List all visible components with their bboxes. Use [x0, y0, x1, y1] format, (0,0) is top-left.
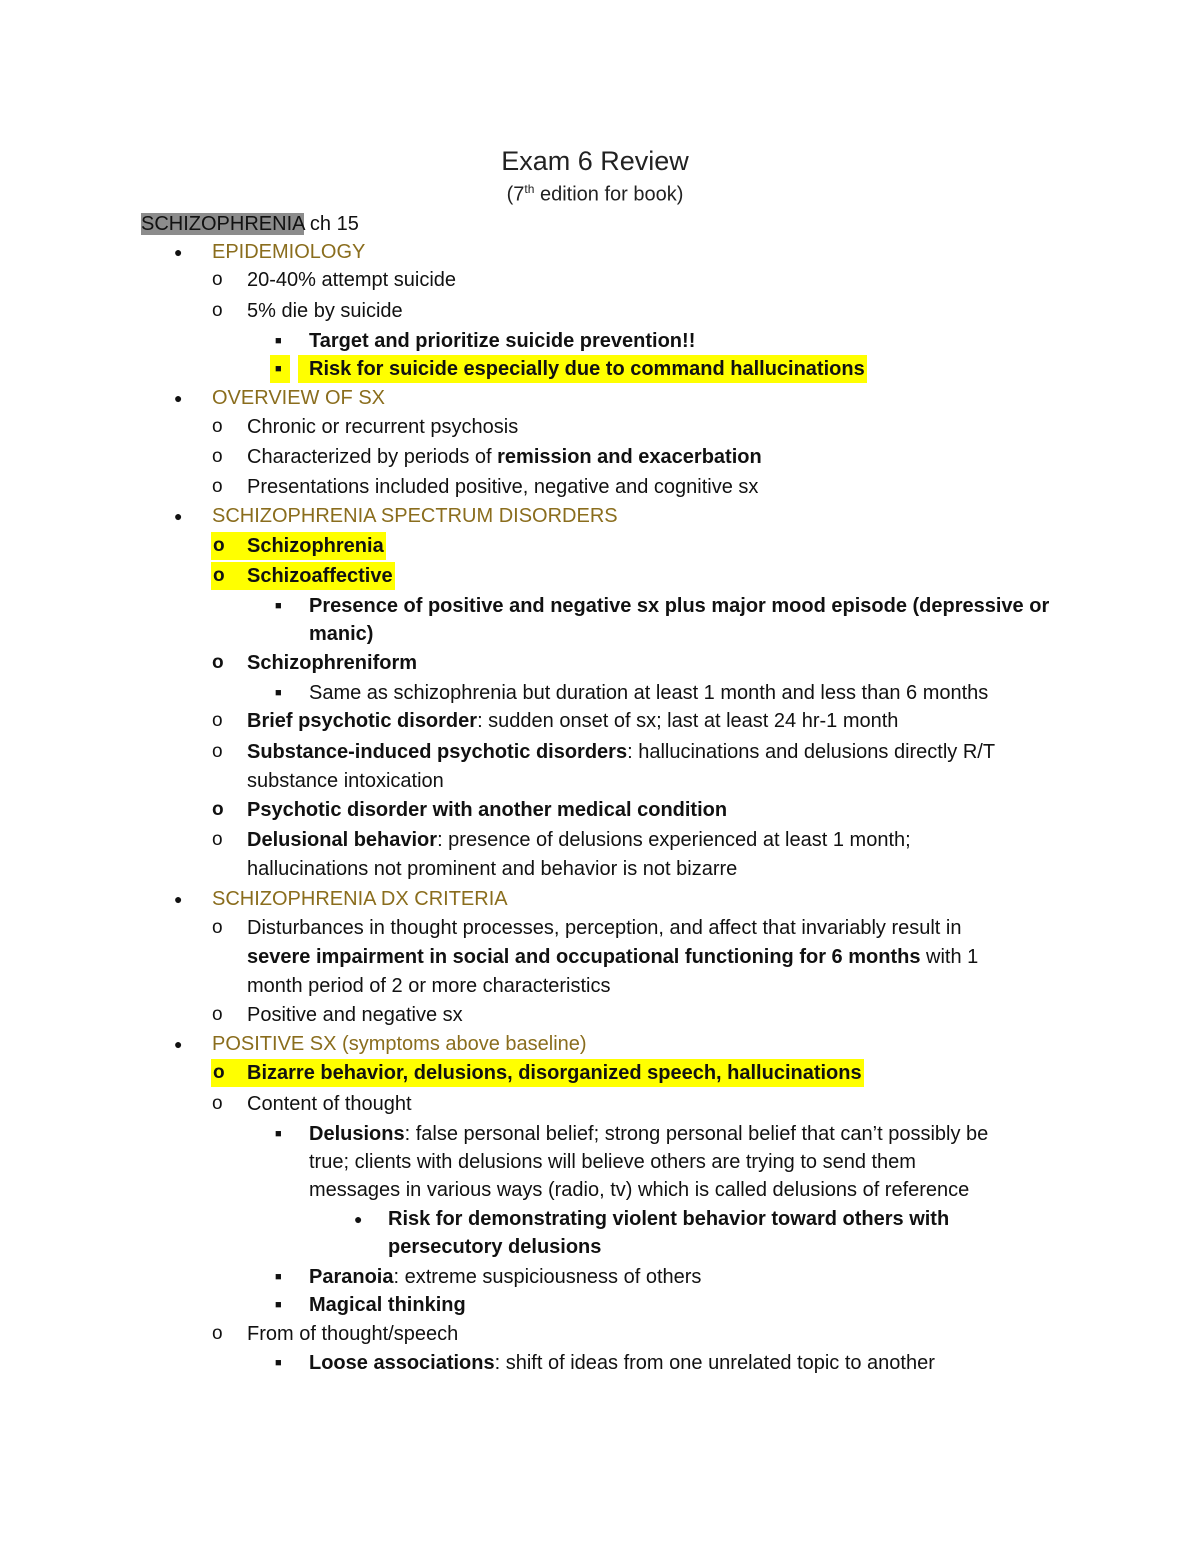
bullet-marker: ● — [174, 1036, 183, 1052]
list-item: Chronic or recurrent psychosis — [247, 416, 519, 438]
bullet-marker: ● — [174, 891, 183, 907]
topic-dx-criteria: SCHIZOPHRENIA DX CRITERIA — [212, 888, 508, 910]
circle-marker: o — [212, 1323, 223, 1344]
bullet-marker: ● — [174, 244, 183, 260]
square-marker: ■ — [270, 355, 290, 383]
circle-marker: o — [211, 562, 245, 590]
circle-marker: o — [212, 1004, 223, 1025]
bullet-marker: ● — [174, 508, 183, 524]
circle-marker: o — [212, 269, 223, 290]
square-marker: ■ — [275, 1357, 282, 1369]
list-item-continuation: true; clients with delusions will believe others are trying to send them — [309, 1151, 916, 1173]
list-item: Target and prioritize suicide prevention!! — [309, 330, 696, 352]
circle-marker: o — [212, 446, 223, 467]
list-item: Schizophrenia — [243, 532, 386, 560]
square-marker: ■ — [275, 335, 282, 347]
list-item: From of thought/speech — [247, 1323, 459, 1345]
list-item-continuation: severe impairment in social and occupational functioning for 6 months with 1 — [247, 946, 979, 968]
list-item: Risk for suicide especially due to command hallucinations — [298, 355, 867, 383]
list-item: Delusional behavior: presence of delusions experienced at least 1 month; — [247, 829, 911, 851]
circle-marker: o — [212, 741, 223, 762]
list-item: Presence of positive and negative sx plus major mood episode (depressive or — [309, 595, 1050, 617]
circle-marker: o — [211, 532, 245, 560]
list-item: Substance-induced psychotic disorders: hallucinations and delusions directly R/T — [247, 741, 996, 763]
list-item-continuation: persecutory delusions — [388, 1236, 602, 1258]
list-item: Same as schizophrenia but duration at least 1 month and less than 6 months — [309, 682, 989, 704]
circle-marker: o — [212, 710, 223, 731]
list-item: Presentations included positive, negative and cognitive sx — [247, 476, 759, 498]
bullet-marker: ● — [354, 1211, 363, 1227]
square-marker: ■ — [275, 1271, 282, 1283]
square-marker: ■ — [275, 1128, 282, 1140]
list-item-continuation: manic) — [309, 623, 374, 645]
list-item-continuation: month period of 2 or more characteristics — [247, 975, 611, 997]
circle-marker: o — [212, 476, 223, 497]
list-item: Content of thought — [247, 1093, 412, 1115]
circle-marker: o — [212, 917, 223, 938]
list-item: Magical thinking — [309, 1294, 466, 1316]
circle-marker: o — [212, 652, 224, 673]
list-item: Disturbances in thought processes, perception, and affect that invariably result in — [247, 917, 962, 939]
square-marker: ■ — [275, 1299, 282, 1311]
circle-marker: o — [212, 799, 224, 820]
topic-epidemiology: EPIDEMIOLOGY — [212, 241, 366, 263]
list-item-continuation: messages in various ways (radio, tv) which is called delusions of reference — [309, 1179, 970, 1201]
list-item: Loose associations: shift of ideas from one unrelated topic to another — [309, 1352, 935, 1374]
list-item: Brief psychotic disorder: sudden onset of sx; last at least 24 hr-1 month — [247, 710, 899, 732]
square-marker: ■ — [275, 600, 282, 612]
list-item: 5% die by suicide — [247, 300, 403, 322]
circle-marker: o — [212, 1093, 223, 1114]
circle-marker: o — [212, 300, 223, 321]
topic-spectrum: SCHIZOPHRENIA SPECTRUM DISORDERS — [212, 505, 618, 527]
list-item: Characterized by periods of remission and exacerbation — [247, 446, 762, 468]
document-title: Exam 6 Review — [501, 146, 689, 176]
list-item-continuation: substance intoxication — [247, 770, 444, 792]
list-item: Delusions: false personal belief; strong personal belief that can’t possibly be — [309, 1123, 989, 1145]
list-item: Risk for demonstrating violent behavior toward others with — [388, 1208, 950, 1230]
list-item: Schizophreniform — [247, 652, 418, 674]
list-item: Positive and negative sx — [247, 1004, 463, 1026]
topic-positive-sx: POSITIVE SX (symptoms above baseline) — [212, 1033, 587, 1055]
square-marker: ■ — [275, 687, 282, 699]
list-item: Schizoaffective — [243, 562, 395, 590]
topic-overview: OVERVIEW OF SX — [212, 387, 385, 409]
bullet-marker: ● — [174, 390, 183, 406]
list-item: Psychotic disorder with another medical condition — [247, 799, 728, 821]
circle-marker: o — [212, 416, 223, 437]
list-item-continuation: hallucinations not prominent and behavior is not bizarre — [247, 858, 738, 880]
list-item: Paranoia: extreme suspiciousness of others — [309, 1266, 702, 1288]
list-item: 20-40% attempt suicide — [247, 269, 457, 291]
circle-marker: o — [212, 829, 223, 850]
section-heading: SCHIZOPHRENIA ch 15 — [141, 213, 359, 235]
list-item: Bizarre behavior, delusions, disorganized speech, hallucinations — [243, 1059, 864, 1087]
circle-marker: o — [211, 1059, 245, 1087]
document-subtitle: (7th edition for book) — [506, 182, 684, 206]
